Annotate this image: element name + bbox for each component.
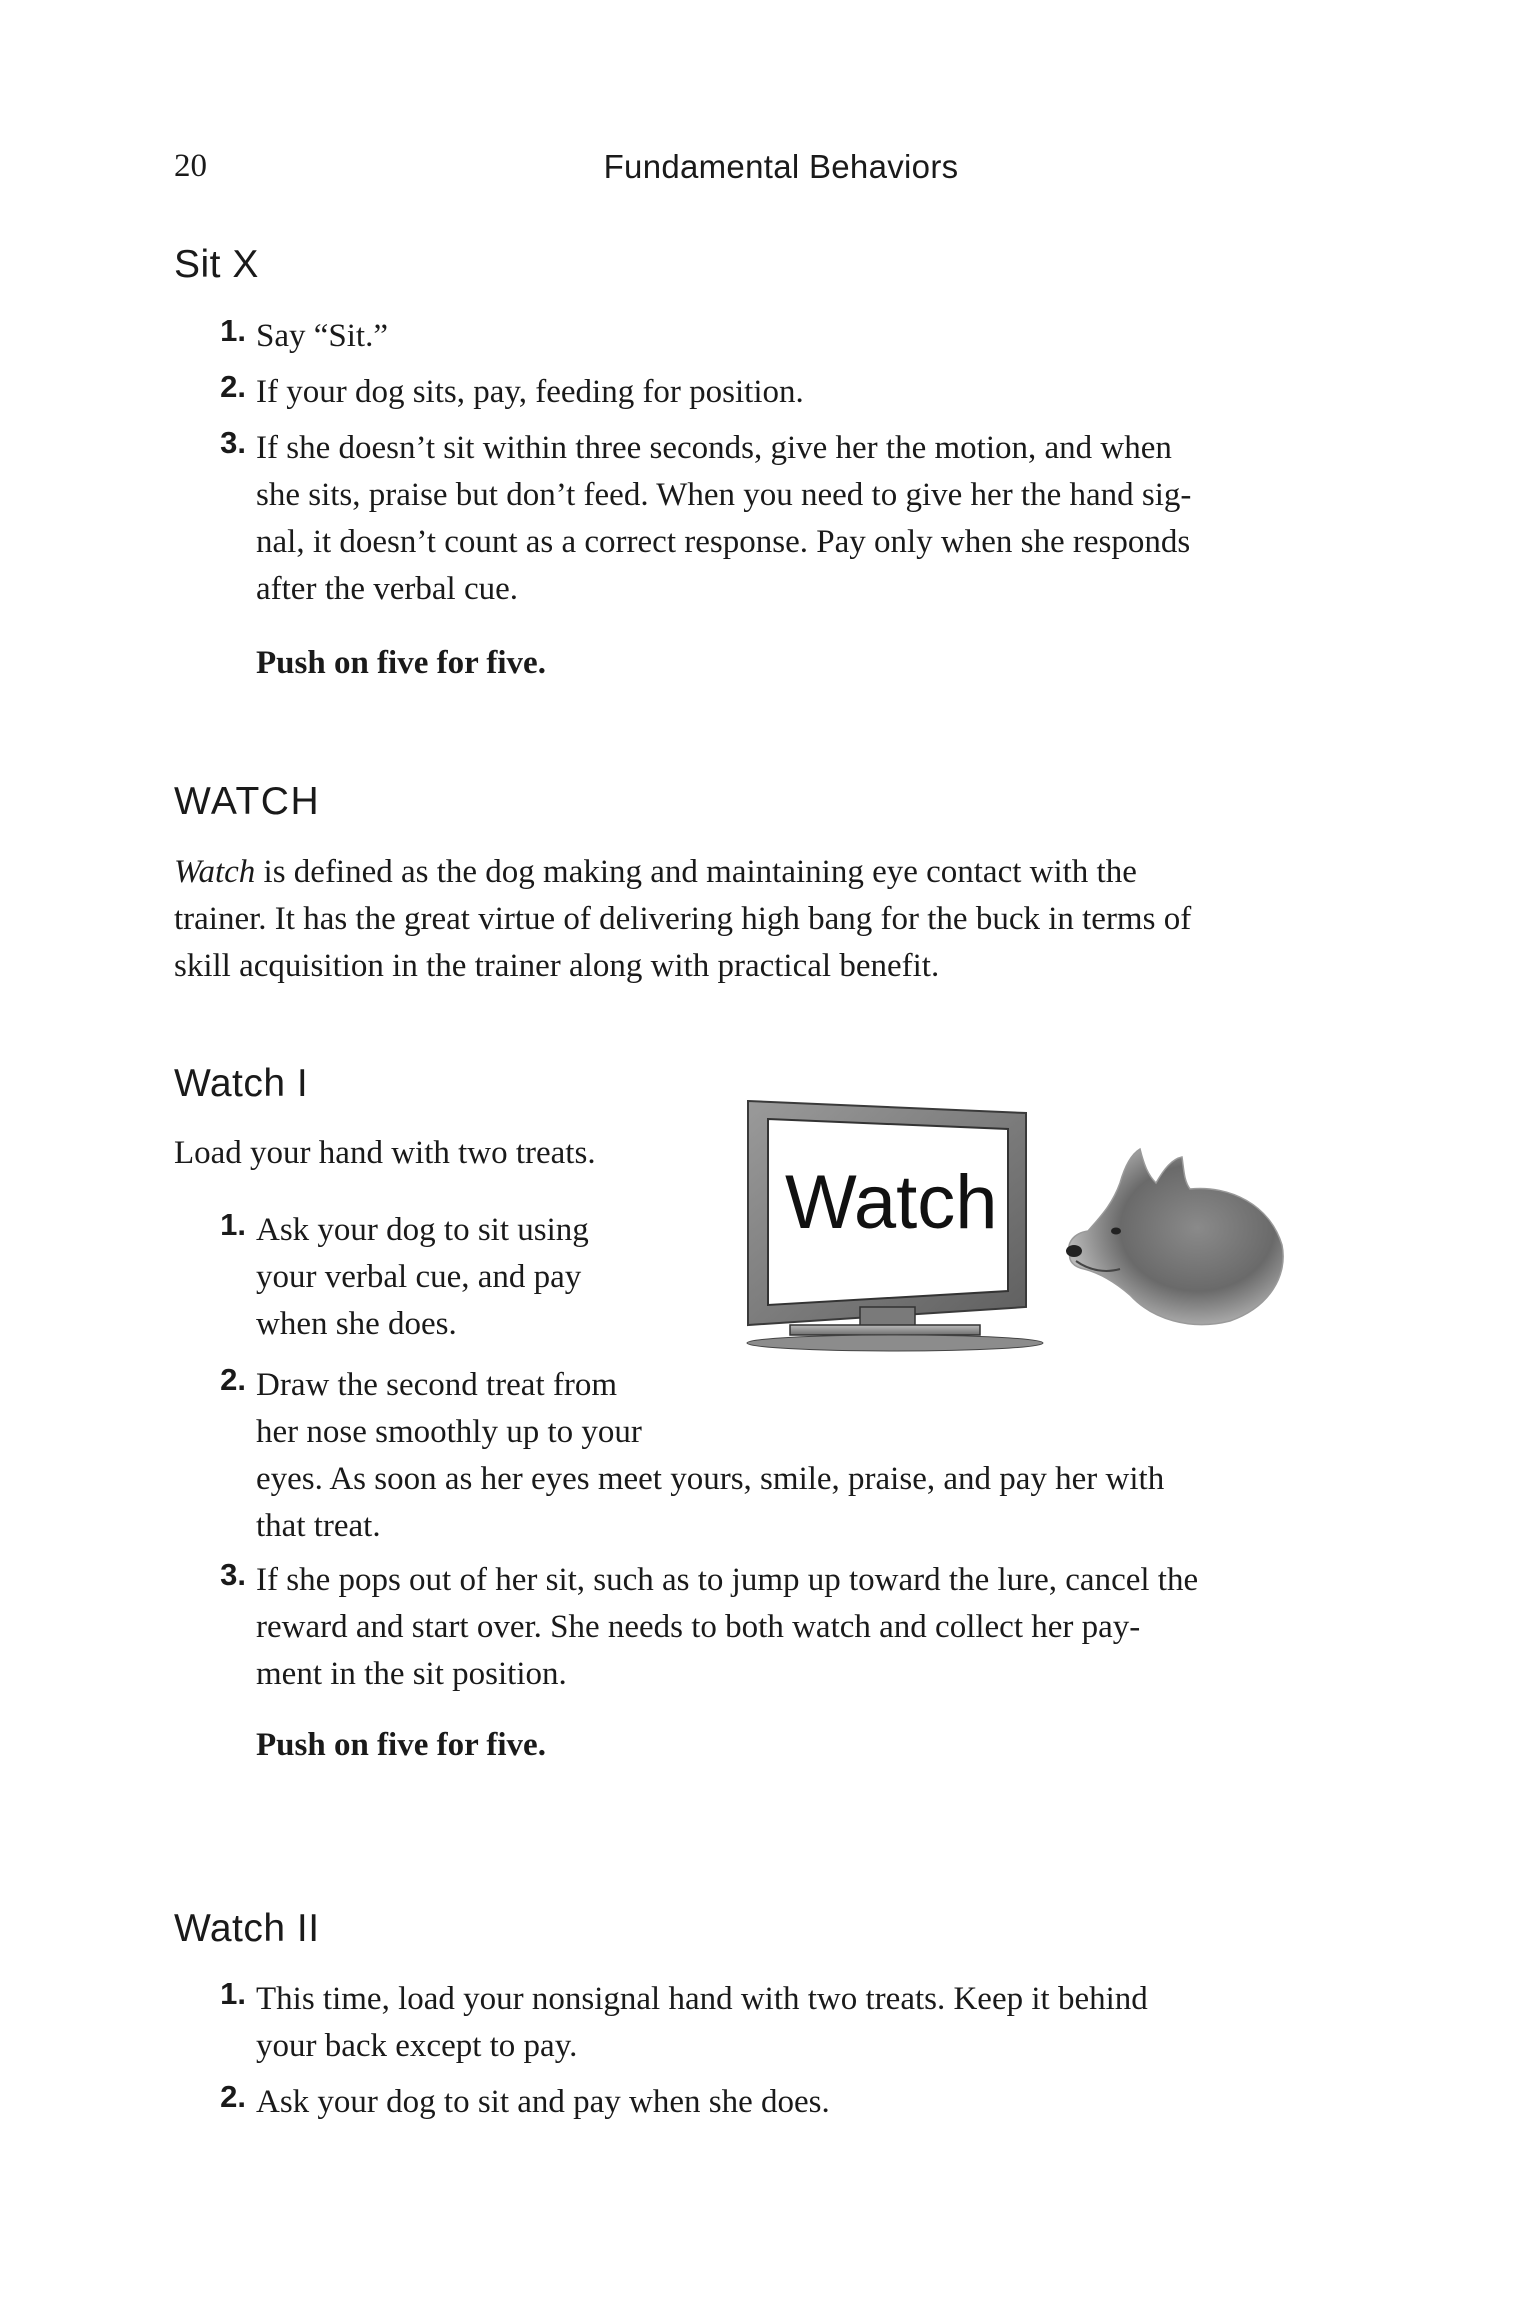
list-number: 3. xyxy=(220,425,246,460)
list-item-line: If she pops out of her sit, such as to jump up toward the lure, cancel the xyxy=(256,1562,1199,1598)
section-heading-watch-2: Watch II xyxy=(174,1907,320,1950)
list-item-line: If your dog sits, pay, feeding for position. xyxy=(256,374,804,410)
list-item-line: after the verbal cue. xyxy=(256,571,519,607)
list-item-line: reward and start over. She needs to both watch and collect her pay- xyxy=(256,1609,1141,1645)
section-heading-watch-1: Watch I xyxy=(174,1062,309,1105)
paragraph-line: is defined as the dog making and maintaining eye contact with the xyxy=(255,854,1137,890)
page-number: 20 xyxy=(174,148,207,184)
intro-paragraph xyxy=(174,849,1322,990)
list-item-line: nal, it doesn’t count as a correct response. Pay only when she responds xyxy=(256,524,1191,560)
list-number: 1. xyxy=(220,1976,246,2011)
list-item xyxy=(174,313,1334,360)
dog-head-icon xyxy=(1060,1135,1290,1335)
push-instruction: Push on five for five. xyxy=(256,645,546,681)
section-heading-watch: WATCH xyxy=(174,780,321,823)
list-item xyxy=(174,1976,1334,2070)
list-item xyxy=(174,1207,774,1348)
list-number: 3. xyxy=(220,1557,246,1592)
paragraph-line: trainer. It has the great virtue of delivering high bang for the buck in terms of xyxy=(174,901,1192,937)
list-item-line: your back except to pay. xyxy=(256,2028,578,2064)
lead-sentence: Load your hand with two treats. xyxy=(174,1135,596,1171)
list-item-line: eyes. As soon as her eyes meet yours, smile, praise, and pay her with xyxy=(256,1461,1165,1497)
list-item-line: Ask your dog to sit using xyxy=(256,1212,589,1248)
defined-term: Watch xyxy=(174,854,256,890)
list-item xyxy=(174,2079,1334,2126)
list-number: 2. xyxy=(220,369,246,404)
push-instruction: Push on five for five. xyxy=(256,1727,546,1763)
list-item xyxy=(174,369,1334,416)
list-item-line: that treat. xyxy=(256,1508,381,1544)
monitor-screen-text: Watch xyxy=(785,1160,998,1245)
list-item-line: Ask your dog to sit and pay when she does. xyxy=(256,2084,830,2120)
list-item-line: she sits, praise but don’t feed. When you need to give her the hand sig- xyxy=(256,477,1192,513)
list-item-line: when she does. xyxy=(256,1306,457,1342)
list-number: 1. xyxy=(220,313,246,348)
list-item-line: Say “Sit.” xyxy=(256,318,388,354)
section-heading-sit-x: Sit X xyxy=(174,243,259,286)
list-item-line: her nose smoothly up to your xyxy=(256,1414,642,1450)
running-head: Fundamental Behaviors xyxy=(603,148,959,185)
list-item-line: If she doesn’t sit within three seconds, give her the motion, and when xyxy=(256,430,1172,466)
list-item-line: Draw the second treat from xyxy=(256,1367,618,1403)
list-item xyxy=(174,1557,1334,1698)
list-number: 2. xyxy=(220,1362,246,1397)
list-item xyxy=(174,425,1334,613)
list-item-line: ment in the sit position. xyxy=(256,1656,567,1692)
list-item-line: This time, load your nonsignal hand with two treats. Keep it behind xyxy=(256,1981,1148,2017)
list-item-line: your verbal cue, and pay xyxy=(256,1259,582,1295)
list-number: 2. xyxy=(220,2079,246,2114)
list-item xyxy=(174,1362,1334,1550)
watch-illustration xyxy=(740,1095,1340,1365)
paragraph-line: skill acquisition in the trainer along with practical benefit. xyxy=(174,948,940,984)
list-number: 1. xyxy=(220,1207,246,1242)
